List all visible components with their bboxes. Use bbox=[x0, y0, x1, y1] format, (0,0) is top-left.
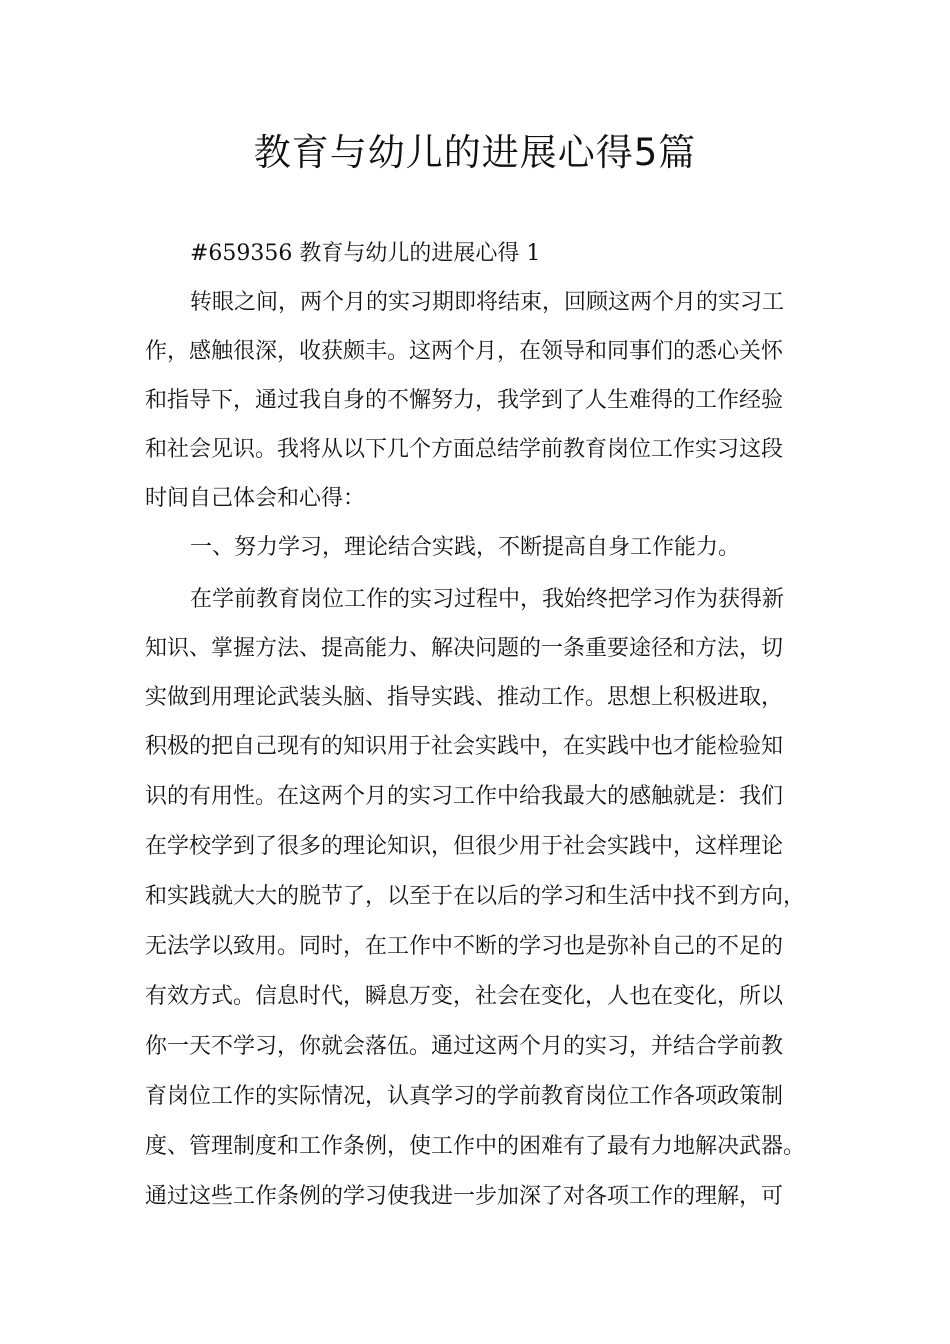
paragraph-line: 育岗位工作的实际情况，认真学习的学前教育岗位工作各项政策制 bbox=[145, 1084, 784, 1109]
paragraph-line: 有效方式。信息时代，瞬息万变，社会在变化，人也在变化，所以 bbox=[145, 984, 784, 1009]
paragraph-line: 在学校学到了很多的理论知识，但很少用于社会实践中，这样理论 bbox=[145, 834, 784, 859]
subsection-heading: 一、努力学习，理论结合实践，不断提高自身工作能力。 bbox=[190, 535, 741, 560]
paragraph-line: 和实践就大大的脱节了，以至于在以后的学习和生活中找不到方向， bbox=[145, 884, 806, 909]
paragraph-line: 实做到用理论武装头脑、指导实践、推动工作。思想上积极进取， bbox=[145, 685, 784, 710]
paragraph-line: 知识、掌握方法、提高能力、解决问题的一条重要途径和方法，切 bbox=[145, 636, 784, 661]
paragraph-line: 你一天不学习，你就会落伍。通过这两个月的实习，并结合学前教 bbox=[145, 1034, 784, 1059]
paragraph-line: 转眼之间，两个月的实习期即将结束，回顾这两个月的实习工 bbox=[190, 290, 785, 315]
paragraph-line: 作，感触很深，收获颇丰。这两个月，在领导和同事们的悉心关怀 bbox=[145, 339, 784, 364]
paragraph-line: 和指导下，通过我自身的不懈努力，我学到了人生难得的工作经验 bbox=[145, 388, 784, 413]
paragraph-line: 时间自己体会和心得： bbox=[145, 486, 366, 511]
paragraph-line: 识的有用性。在这两个月的实习工作中给我最大的感触就是：我们 bbox=[145, 784, 784, 809]
section-heading: #659356 教育与幼儿的进展心得 1 bbox=[190, 241, 541, 266]
document-title: 教育与幼儿的进展心得5篇 bbox=[253, 131, 697, 174]
paragraph-line: 积极的把自己现有的知识用于社会实践中，在实践中也才能检验知 bbox=[145, 734, 784, 759]
paragraph-line: 通过这些工作条例的学习使我进一步加深了对各项工作的理解，可 bbox=[145, 1184, 784, 1209]
paragraph-line: 度、管理制度和工作条例，使工作中的困难有了最有力地解决武器。 bbox=[145, 1134, 806, 1159]
paragraph-line: 在学前教育岗位工作的实习过程中，我始终把学习作为获得新 bbox=[190, 587, 785, 612]
paragraph-line: 无法学以致用。同时，在工作中不断的学习也是弥补自己的不足的 bbox=[145, 934, 784, 959]
paragraph-line: 和社会见识。我将从以下几个方面总结学前教育岗位工作实习这段 bbox=[145, 437, 784, 462]
